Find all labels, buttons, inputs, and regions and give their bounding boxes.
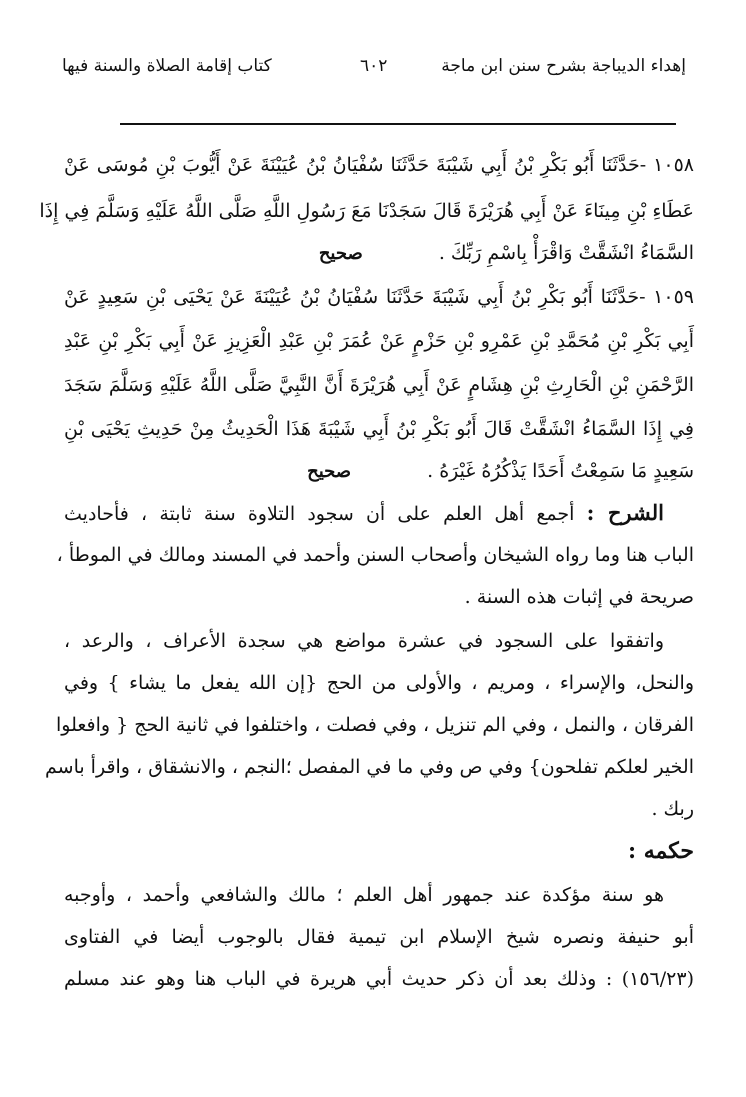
commentary-line-3: صريحة في إثبات هذه السنة . [464,586,694,608]
hadith-1059-line-2: أَبِي بَكْرِ بْنِ مُحَمَّدِ بْنِ عَمْرِو بْنِ حَزْمٍ عَنْ عُمَرَ بْنِ عَبْدِ الْعَزِيزِ عَنْ أَبِي بَكْرِ بْنِ عَبْدِ [64,330,694,352]
hadith-1059-grade: صحيح [307,461,352,482]
hadith-1058-line-3-text: السَّمَاءُ انْشَقَّتْ وَاقْرَأْ بِاسْمِ رَبِّكَ . [438,242,694,264]
ruling-line-3: (١٥٦/٢٣) : وذلك بعد أن ذكر حديث أبي هريرة في الباب هنا وهو عند مسلم [64,968,694,990]
page-number: ٦٠٢ [360,56,388,76]
commentary-para2-line-1: واتفقوا على السجود في عشرة مواضع هي سجدة الأعراف ، والرعد ، [64,630,664,652]
commentary-line-1-text: أجمع أهل العلم على أن سجود التلاوة سنة ثابتة ، فأحاديث [64,503,575,525]
commentary-para2-line-2: والنحل، والإسراء ، ومريم ، والأولى من الحج {إن الله يفعل ما يشاء } وفي [64,672,694,694]
hadith-1058-grade: صحيح [318,243,363,264]
ruling-line-1: هو سنة مؤكدة عند جمهور أهل العلم ؛ مالك والشافعي وأحمد ، وأوجبه [64,884,664,906]
header-divider [120,123,676,125]
chapter-title: كتاب إقامة الصلاة والسنة فيها [62,56,272,76]
commentary-label: الشرح : [586,500,664,525]
page-header [62,56,686,88]
commentary-line-2: الباب هنا وما رواه الشيخان وأصحاب السنن وأحمد في المسند ومالك في الموطأ ، [56,544,694,566]
hadith-1058-line-3 [64,238,694,272]
book-title: إهداء الديباجة بشرح سنن ابن ماجة [441,56,686,76]
commentary-line-1 [64,498,694,532]
hadith-1059-line-4: فِي إِذَا السَّمَاءُ انْشَقَّتْ قَالَ أَبُو بَكْرِ بْنُ أَبِي شَيْبَةَ هَذَا الْحَدِيثُ مِنْ حَدِيثِ يَحْيَى بْنِ [64,418,694,440]
ruling-line-2: أبو حنيفة ونصره شيخ الإسلام ابن تيمية فقال بالوجوب أيضا في الفتاوى [64,926,694,948]
commentary-para2-line-5: ربك . [651,798,694,820]
hadith-1059-line-1: ١٠٥٩ -حَدَّثَنَا أَبُو بَكْرِ بْنُ أَبِي شَيْبَةَ حَدَّثَنَا سُفْيَانُ بْنُ عُيَيْنَةَ عَنْ يَحْيَى بْنِ سَعِيدٍ عَنْ [64,286,694,308]
hadith-1059-line-5 [64,456,694,490]
hadith-1059-line-3: الرَّحْمَنِ بْنِ الْحَارِثِ بْنِ هِشَامٍ عَنْ أَبِي هُرَيْرَةَ أَنَّ النَّبِيَّ صَلَّى اللَّهُ عَلَيْهِ وَسَلَّمَ سَجَدَ [64,374,694,396]
commentary-para2-line-4: الخير لعلكم تفلحون} وفي ص وفي ما في المفصل ؛النجم ، والانشقاق ، واقرأ باسم [45,756,694,778]
hadith-1058-line-2: عَطَاءِ بْنِ مِينَاءَ عَنْ أَبِي هُرَيْرَةَ قَالَ سَجَدْنَا مَعَ رَسُولِ اللَّهِ صَلَّى اللَّهُ عَلَيْهِ وَسَلَّمَ فِي إِذَا [39,200,694,222]
hadith-1058-line-1: ١٠٥٨ -حَدَّثَنَا أَبُو بَكْرِ بْنُ أَبِي شَيْبَةَ حَدَّثَنَا سُفْيَانُ بْنُ عُيَيْنَةَ عَنْ أَيُّوبَ بْنِ مُوسَى عَنْ [64,154,694,176]
hadith-1059-line-5-text: سَعِيدٍ مَا سَمِعْتُ أَحَدًا يَذْكُرُهُ غَيْرَهُ . [427,460,694,482]
ruling-heading: حكمه : [627,838,694,864]
commentary-para2-line-3: الفرقان ، والنمل ، وفي الم تنزيل ، وفي فصلت ، واختلفوا في ثانية الحج { وافعلوا [56,714,694,736]
